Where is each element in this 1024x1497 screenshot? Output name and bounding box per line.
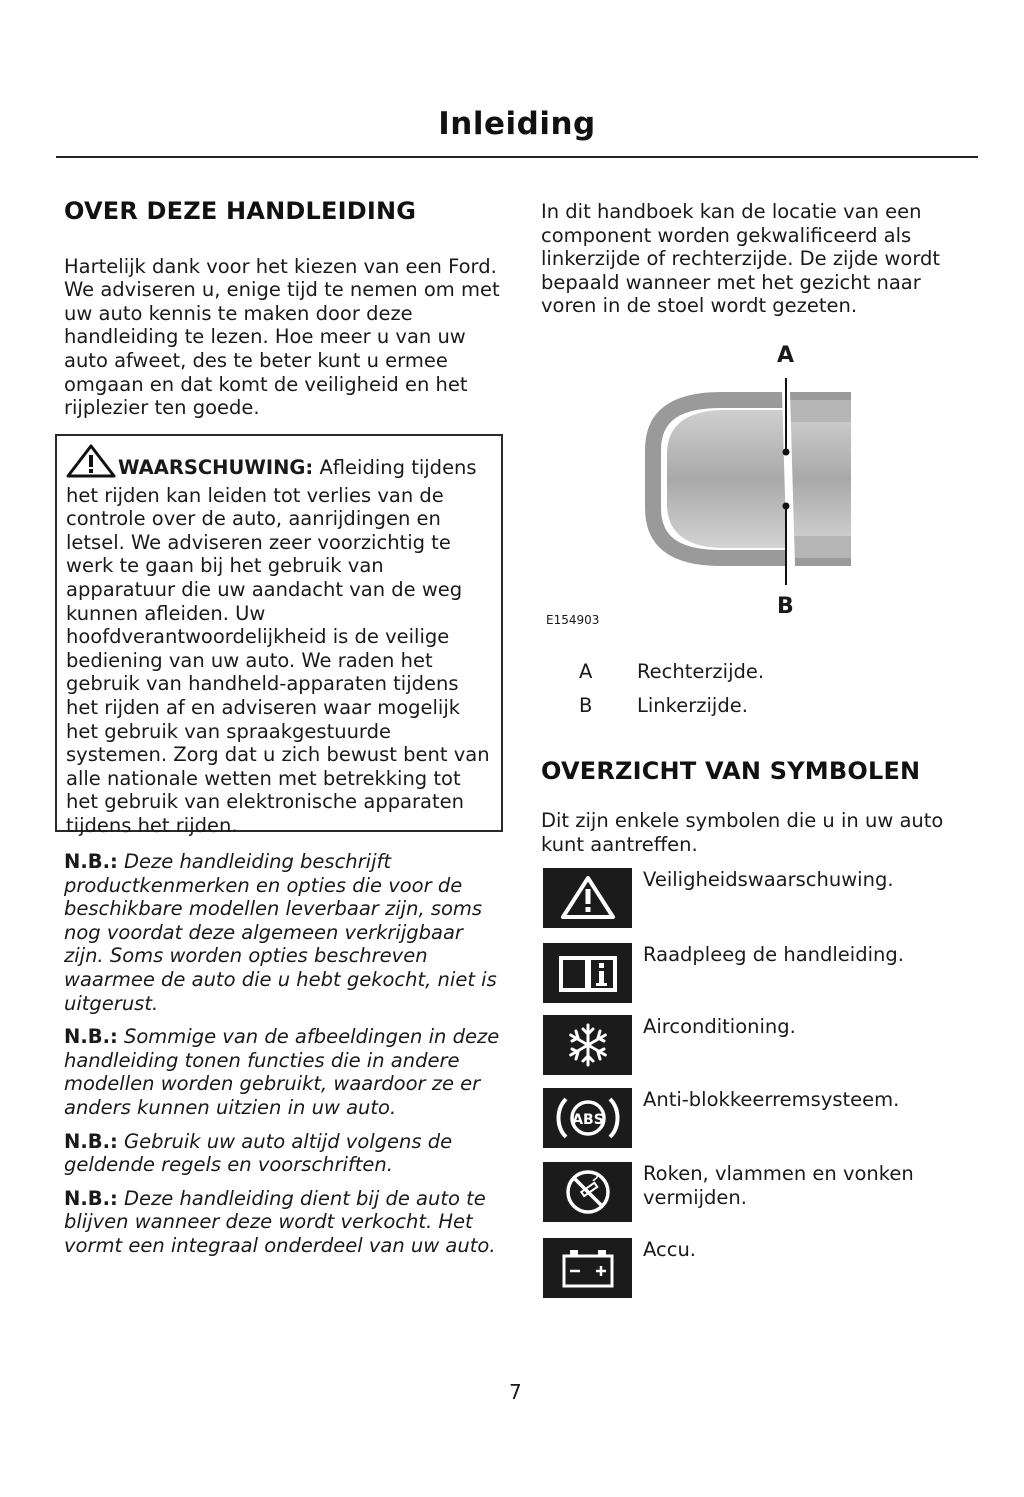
legend-key: A (579, 660, 593, 683)
note-item (64, 1025, 500, 1119)
left-column (64, 197, 500, 420)
abs-icon-text: ABS (571, 1112, 604, 1128)
manual-book-icon (543, 943, 632, 1003)
symbol-label: Veiligheidswaarschuwing. (643, 868, 894, 891)
note-text: Deze handleiding dient bij de auto te blijven wanneer deze wordt verkocht. Het vormt een integraal onderdeel van uw auto. (64, 1186, 496, 1257)
section-heading-about-manual: OVER DEZE HANDLEIDING (64, 197, 417, 225)
note-label: N.B.: (64, 1186, 118, 1210)
note-label: N.B.: (64, 850, 118, 873)
symbol-row (543, 1162, 973, 1222)
warning-label: WAARSCHUWING: (118, 456, 314, 479)
warning-text: Afleiding tijdens het rijden kan leiden tot verlies van de controle over de auto, aanrijdingen en letsel. We adviseren zeer voorzichtig te werk te gaan bij het gebruik van apparatuur die uw aandacht van de weg kunnen afleiden. Uw hoofdverantwoordelijkheid is de veilige bediening van uw auto. We raden het gebruik van handheld-apparaten tijdens het rijden af en adviseren waar mogelijk het gebruik van spraakgestuurde systemen. Zorg dat u zich bewust bent van alle nationale wetten met betrekking tot het gebruik van elektronische apparaten tijdens het rijden. (66, 456, 490, 837)
note-text: Deze handleiding beschrijft productkenmerken en opties die voor de beschikbare modellen leverbaar zijn, soms nog voordat deze algemeen verkrijgbaar zijn. Soms worden opties beschreven waarmee de auto die u hebt gekocht, niet is uitgerust. (64, 850, 497, 1015)
section-heading-symbols: OVERZICHT VAN SYMBOLEN (541, 757, 921, 785)
symbol-row (543, 1088, 973, 1148)
note-label: N.B.: (64, 1025, 118, 1049)
legend-row (579, 655, 764, 689)
notes-list (64, 850, 500, 1268)
legend-row (579, 689, 764, 723)
legend-key: B (579, 694, 593, 717)
symbol-label: Roken, vlammen en vonken vermijden. (643, 1162, 914, 1209)
note-item (64, 850, 500, 1015)
page-number: 7 (509, 1380, 522, 1404)
symbol-label: Raadpleeg de handleiding. (643, 943, 904, 966)
right-column (541, 200, 971, 318)
safety-warning-icon (543, 868, 632, 928)
note-item (64, 1187, 500, 1258)
symbol-row (543, 868, 973, 928)
car-top-view-illustration (541, 340, 861, 630)
note-text: Gebruik uw auto altijd volgens de geldende regels en voorschriften. (64, 1129, 453, 1177)
figure-label-a: A (777, 343, 795, 368)
warning-box (55, 434, 503, 837)
header-divider (56, 156, 978, 158)
figure-label-b: B (777, 594, 794, 619)
symbol-label: Anti-blokkeerremsysteem. (643, 1088, 900, 1111)
note-text: Sommige van de afbeeldingen in deze handleiding tonen functies die in andere modellen worden gebruikt, waardoor ze er anders kunnen uitzien in uw auto. (64, 1025, 500, 1119)
figure-legend (579, 655, 764, 723)
abs-icon (543, 1088, 632, 1148)
legend-value: Rechterzijde. (637, 660, 765, 683)
note-item (64, 1130, 500, 1177)
symbols-intro: Dit zijn enkele symbolen die u in uw auto kunt aantreffen. (541, 809, 944, 856)
symbol-row (543, 1238, 973, 1298)
battery-icon (543, 1238, 632, 1298)
symbol-row (543, 1015, 973, 1075)
intro-paragraph: Hartelijk dank voor het kiezen van een Ford. We adviseren u, enige tijd te nemen om met uw auto kennis te maken door deze handleiding te lezen. Hoe meer u van uw auto afweet, des te beter kunt u ermee omgaan en dat komt de veiligheid en het rijplezier ten goede. (64, 254, 500, 420)
figure-code: E154903 (546, 613, 600, 627)
warning-triangle-icon (66, 444, 116, 484)
legend-value: Linkerzijde. (637, 694, 748, 717)
no-smoking-icon (543, 1162, 632, 1222)
symbol-label: Accu. (643, 1238, 696, 1261)
side-definition-paragraph: In dit handboek kan de locatie van een component worden gekwalificeerd als linkerzijde of rechterzijde. De zijde wordt bepaald wanneer met het gezicht naar voren in de stoel wordt gezeten. (541, 200, 941, 318)
symbol-row (543, 943, 973, 1003)
note-label: N.B.: (64, 1129, 118, 1153)
symbol-label: Airconditioning. (643, 1015, 796, 1038)
page-title: Inleiding (438, 106, 596, 142)
snowflake-icon (543, 1015, 632, 1075)
